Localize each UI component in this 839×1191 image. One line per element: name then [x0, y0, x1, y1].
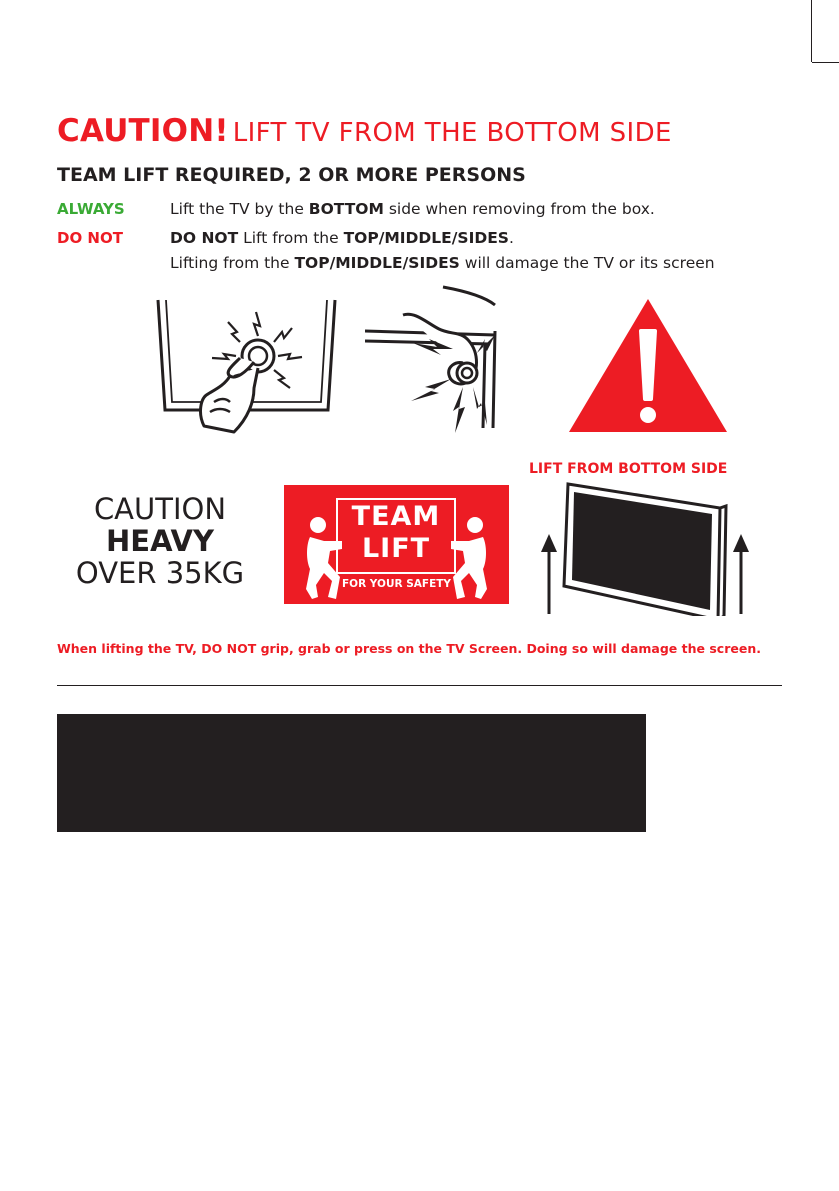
- tv-lift-arrows-icon: [536, 482, 758, 616]
- warning-triangle-icon: [567, 297, 729, 434]
- do-not-line2-post: will damage the TV or its screen: [459, 254, 715, 272]
- rule-text-do-not-line1: [170, 229, 514, 247]
- team-lift-sign: [284, 485, 509, 604]
- rule-text-do-not-line2: [170, 254, 715, 272]
- always-text-pre: Lift the TV by the: [170, 200, 309, 218]
- caution-heavy-line1: CAUTION: [93, 492, 227, 526]
- lift-bottom-label: LIFT FROM BOTTOM SIDE: [529, 461, 728, 477]
- caution-heavy-line3: OVER 35KG: [75, 556, 245, 590]
- always-text-bold: BOTTOM: [308, 200, 384, 218]
- do-not-post: .: [508, 229, 514, 247]
- hand-gripping-edge-icon: [365, 283, 510, 443]
- black-panel: [57, 714, 646, 832]
- team-lift-line2: LIFT: [361, 533, 431, 564]
- do-not-line2-bold: TOP/MIDDLE/SIDES: [294, 254, 460, 272]
- rule-label-always: ALWAYS: [57, 200, 125, 218]
- rule-text-always: [170, 200, 655, 218]
- section-divider: [57, 685, 782, 686]
- caution-word: CAUTION!: [57, 113, 229, 149]
- do-not-mid: Lift from the: [238, 229, 344, 247]
- heading-rest: LIFT TV FROM THE BOTTOM SIDE: [232, 118, 672, 148]
- rule-label-do-not: DO NOT: [57, 229, 123, 247]
- always-text-post: side when removing from the box.: [383, 200, 655, 218]
- do-not-line2-pre: Lifting from the: [170, 254, 295, 272]
- team-lift-safety: FOR YOUR SAFETY: [341, 578, 452, 590]
- screen-warning-line: When lifting the TV, DO NOT grip, grab or press on the TV Screen. Doing so will damage the screen.: [57, 641, 761, 656]
- team-lift-text: [336, 501, 456, 565]
- team-lift-line1: TEAM: [351, 501, 441, 532]
- team-lift-subheading: TEAM LIFT REQUIRED, 2 OR MORE PERSONS: [57, 164, 526, 186]
- do-not-bold2: TOP/MIDDLE/SIDES: [343, 229, 509, 247]
- crop-mark-horizontal: [812, 62, 839, 63]
- caution-heading: [57, 113, 672, 149]
- hand-pressing-screen-icon: [150, 298, 345, 443]
- do-not-bold1: DO NOT: [170, 229, 239, 247]
- caution-heavy-line2: HEAVY: [106, 524, 214, 558]
- crop-mark-vertical: [811, 0, 812, 62]
- caution-heavy-label: [60, 493, 260, 589]
